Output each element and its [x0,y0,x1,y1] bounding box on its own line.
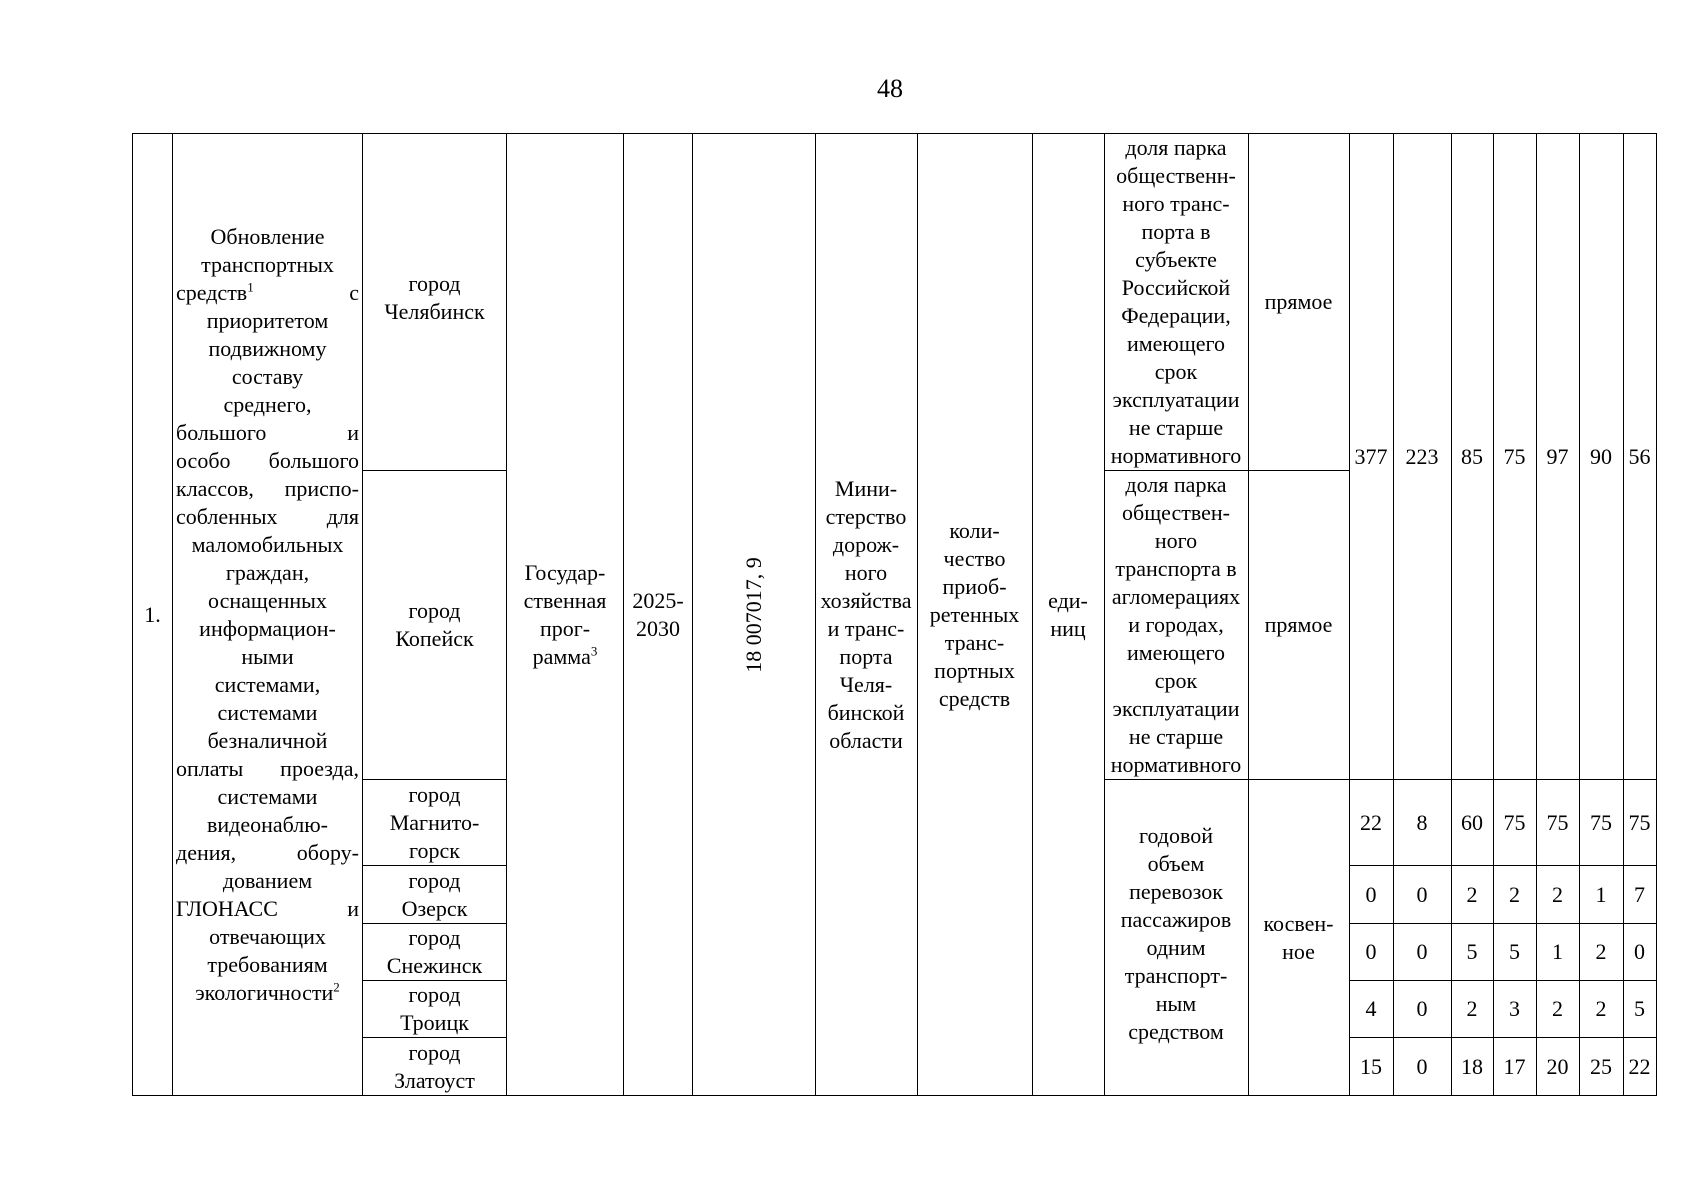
indicator-line: пассажиров [1120,907,1232,932]
result-line: средств [938,685,1011,711]
page-number: 48 [877,74,903,103]
result-line: транс- [944,629,1005,655]
title-text: экологичности [195,979,334,1005]
value-cell: 2 [1536,981,1579,1038]
city-chelyabinsk [363,134,507,471]
indicator-line: транспорт- [1124,963,1228,988]
value-cell: 2 [1451,981,1493,1038]
title-line: требованиям [207,951,328,977]
city-line: город [408,982,461,1007]
ministry-line: и транс- [827,615,905,641]
title-line: отвечающих [209,923,326,949]
indicator-line: транспорта в [1115,556,1237,581]
program-type [507,134,624,1096]
indicator-line: ного транс- [1122,191,1230,216]
city-troitsk [363,981,507,1038]
indicator-cell [1104,780,1248,1096]
value-cell: 25 [1579,1038,1623,1096]
footnote-mark: 2 [333,979,340,995]
value-cell: 20 [1536,1038,1579,1096]
title-line: подвижному [208,335,327,361]
value-cell: 0 [1393,981,1451,1038]
value-cell: 90 [1579,134,1623,780]
title-line: системами [217,699,318,725]
title-line: дованием [222,867,313,893]
ministry-line: хозяйства [820,587,912,613]
indicator-line: средством [1128,1019,1224,1044]
value-cell: 97 [1536,134,1579,780]
city-line: горск [409,837,460,863]
title-line: транспортных [201,251,334,277]
city-line: Копейск [395,626,474,651]
row-number: 1. [133,134,173,1096]
title-line [176,895,359,923]
value-cell: 22 [1349,780,1393,866]
indicator-line: Российской [1121,275,1231,300]
title-line [176,419,359,447]
program-table [132,133,1657,1096]
indicator-effect: прямое [1248,134,1349,471]
title-line: информацион- [199,615,336,641]
value-cell: 1 [1536,924,1579,981]
indicator-line: ным [1155,991,1197,1016]
city-line: Златоуст [394,1067,475,1093]
effect-line: ное [1282,938,1315,964]
city-snezhinsk [363,924,507,981]
indicator-effect: прямое [1248,471,1349,780]
value-cell: 2 [1493,866,1536,924]
title-line: классов, приспо- [176,475,359,501]
indicator-effect [1248,780,1349,1096]
footnote-mark: 3 [590,643,598,659]
indicator-line: ного [1154,528,1198,553]
indicator-line: перевозок [1129,879,1223,904]
title-line: среднего, [223,391,312,417]
city-line: Троицк [400,1010,469,1035]
value-cell: 75 [1536,780,1579,866]
value-cell: 15 [1349,1038,1393,1096]
unit-line: еди- [1048,587,1088,613]
city-line: город [408,867,461,893]
value-cell: 377 [1349,134,1393,780]
value-cell: 0 [1393,924,1451,981]
title-line: составу [231,363,304,389]
result-line: портных [934,657,1015,683]
title-line: оплаты проезда, [176,755,359,781]
value-cell: 75 [1493,134,1536,780]
responsible-ministry [815,134,917,1096]
indicator-line: срок [1154,668,1198,693]
implementation-period [624,134,693,1096]
unit-line: ниц [1050,615,1086,641]
period-line: 2025- [632,587,684,613]
indicator-cell [1104,134,1248,471]
title-line: дения, обору- [176,839,359,865]
title-text: средств [176,279,248,305]
city-line: Снежинск [386,953,483,978]
title-line: безналичной [207,727,328,753]
indicator-line: одним [1146,935,1206,960]
city-line: город [408,925,461,950]
period-line: 2030 [636,615,680,641]
program-line: Государ- [524,559,606,585]
city-line: Озерск [401,895,468,921]
result-line: коли- [949,517,1000,543]
value-cell: 0 [1349,866,1393,924]
value-cell: 0 [1349,924,1393,981]
value-cell: 2 [1451,866,1493,924]
city-kopeysk [363,471,507,780]
city-line: город [408,271,461,296]
budget-text: 18 007017, 9 [740,556,766,673]
ministry-line: Мини- [834,475,898,501]
value-cell: 22 [1623,1038,1656,1096]
ministry-line: стерство [825,503,907,529]
title-line: приоритетом [206,307,329,333]
indicator-line: и городах, [1128,612,1224,637]
indicator-line: доля парка [1125,472,1227,497]
value-cell: 0 [1393,866,1451,924]
value-cell: 2 [1579,924,1623,981]
title-line: особо большого [176,447,359,473]
city-line: город [408,598,461,623]
indicator-line: нормативного [1110,443,1242,468]
value-cell: 5 [1623,981,1656,1038]
indicator-cell [1104,471,1248,780]
value-cell: 7 [1623,866,1656,924]
indicator-line: субъекте [1135,247,1217,272]
result-line: чество [943,545,1006,571]
result-line: ретенных [929,601,1020,627]
ministry-line: бинской [827,699,905,725]
unit-of-measure [1032,134,1104,1096]
indicator-line: нормативного [1110,752,1242,777]
indicator-line: эксплуатации [1112,387,1240,412]
title-line: маломобильных [191,531,344,557]
program-text: рамма [532,643,591,669]
value-cell: 56 [1623,134,1656,780]
result-description [917,134,1032,1096]
value-cell: 75 [1579,780,1623,866]
value-cell: 5 [1451,924,1493,981]
result-line: приоб- [942,573,1007,599]
indicator-line: имеющего [1126,331,1226,356]
title-text: с [349,279,359,305]
title-line: системами [217,783,318,809]
indicator-line: эксплуатации [1112,696,1240,721]
value-cell: 2 [1579,981,1623,1038]
title-line: собленных для [176,503,359,529]
measure-title [173,134,363,1096]
program-line: ственная [523,587,607,613]
ministry-line: ного [844,559,888,585]
city-ozersk [363,866,507,924]
value-cell: 75 [1493,780,1536,866]
value-cell: 0 [1393,1038,1451,1096]
title-line: ными [241,643,294,669]
title-line [176,979,359,1007]
program-line [510,643,620,671]
value-cell: 85 [1451,134,1493,780]
indicator-line: общественн- [1116,163,1236,188]
value-cell: 4 [1349,981,1393,1038]
program-line: прог- [539,615,591,641]
ministry-line: порта [839,643,893,669]
indicator-line: имеющего [1126,640,1226,665]
value-cell: 17 [1493,1038,1536,1096]
value-cell: 8 [1393,780,1451,866]
ministry-line: области [829,727,903,753]
title-line: системами, [214,671,321,697]
city-line: Магнито- [389,809,480,835]
indicator-line: Федерации, [1121,303,1231,328]
value-cell: 223 [1393,134,1451,780]
value-cell: 1 [1579,866,1623,924]
indicator-line: не старше [1128,724,1224,749]
title-text: и [347,419,359,445]
city-line: Челябинск [384,299,485,324]
title-text: и [347,895,359,921]
indicator-line: не старше [1128,415,1224,440]
city-line: город [408,1039,461,1065]
value-cell: 75 [1623,780,1656,866]
ministry-line: Челя- [839,671,893,697]
value-cell: 0 [1623,924,1656,981]
footnote-mark: 1 [247,279,254,295]
city-zlatoust [363,1038,507,1096]
indicator-line: доля парка [1125,135,1227,160]
title-line: граждан, [225,559,310,585]
indicator-line: обществен- [1122,500,1230,525]
indicator-line: порта в [1141,219,1211,244]
title-line: видеонаблю- [206,811,329,837]
title-text: большого [176,419,267,445]
ministry-line: дорож- [832,531,900,557]
value-cell: 5 [1493,924,1536,981]
value-cell: 2 [1536,866,1579,924]
title-line: Обновление [210,223,325,249]
budget-amount [693,134,816,1096]
indicator-line: объем [1147,851,1205,876]
value-cell: 3 [1493,981,1536,1038]
effect-line: косвен- [1263,910,1334,936]
indicator-line: агломерациях [1111,584,1241,609]
indicator-line: срок [1154,359,1198,384]
title-line: оснащенных [208,587,327,613]
value-cell: 18 [1451,1038,1493,1096]
city-magnitogorsk [363,780,507,866]
title-text: ГЛОНАСС [176,895,278,921]
title-line [176,279,359,307]
value-cell: 60 [1451,780,1493,866]
indicator-line: годовой [1138,823,1214,848]
city-line: город [408,781,461,807]
